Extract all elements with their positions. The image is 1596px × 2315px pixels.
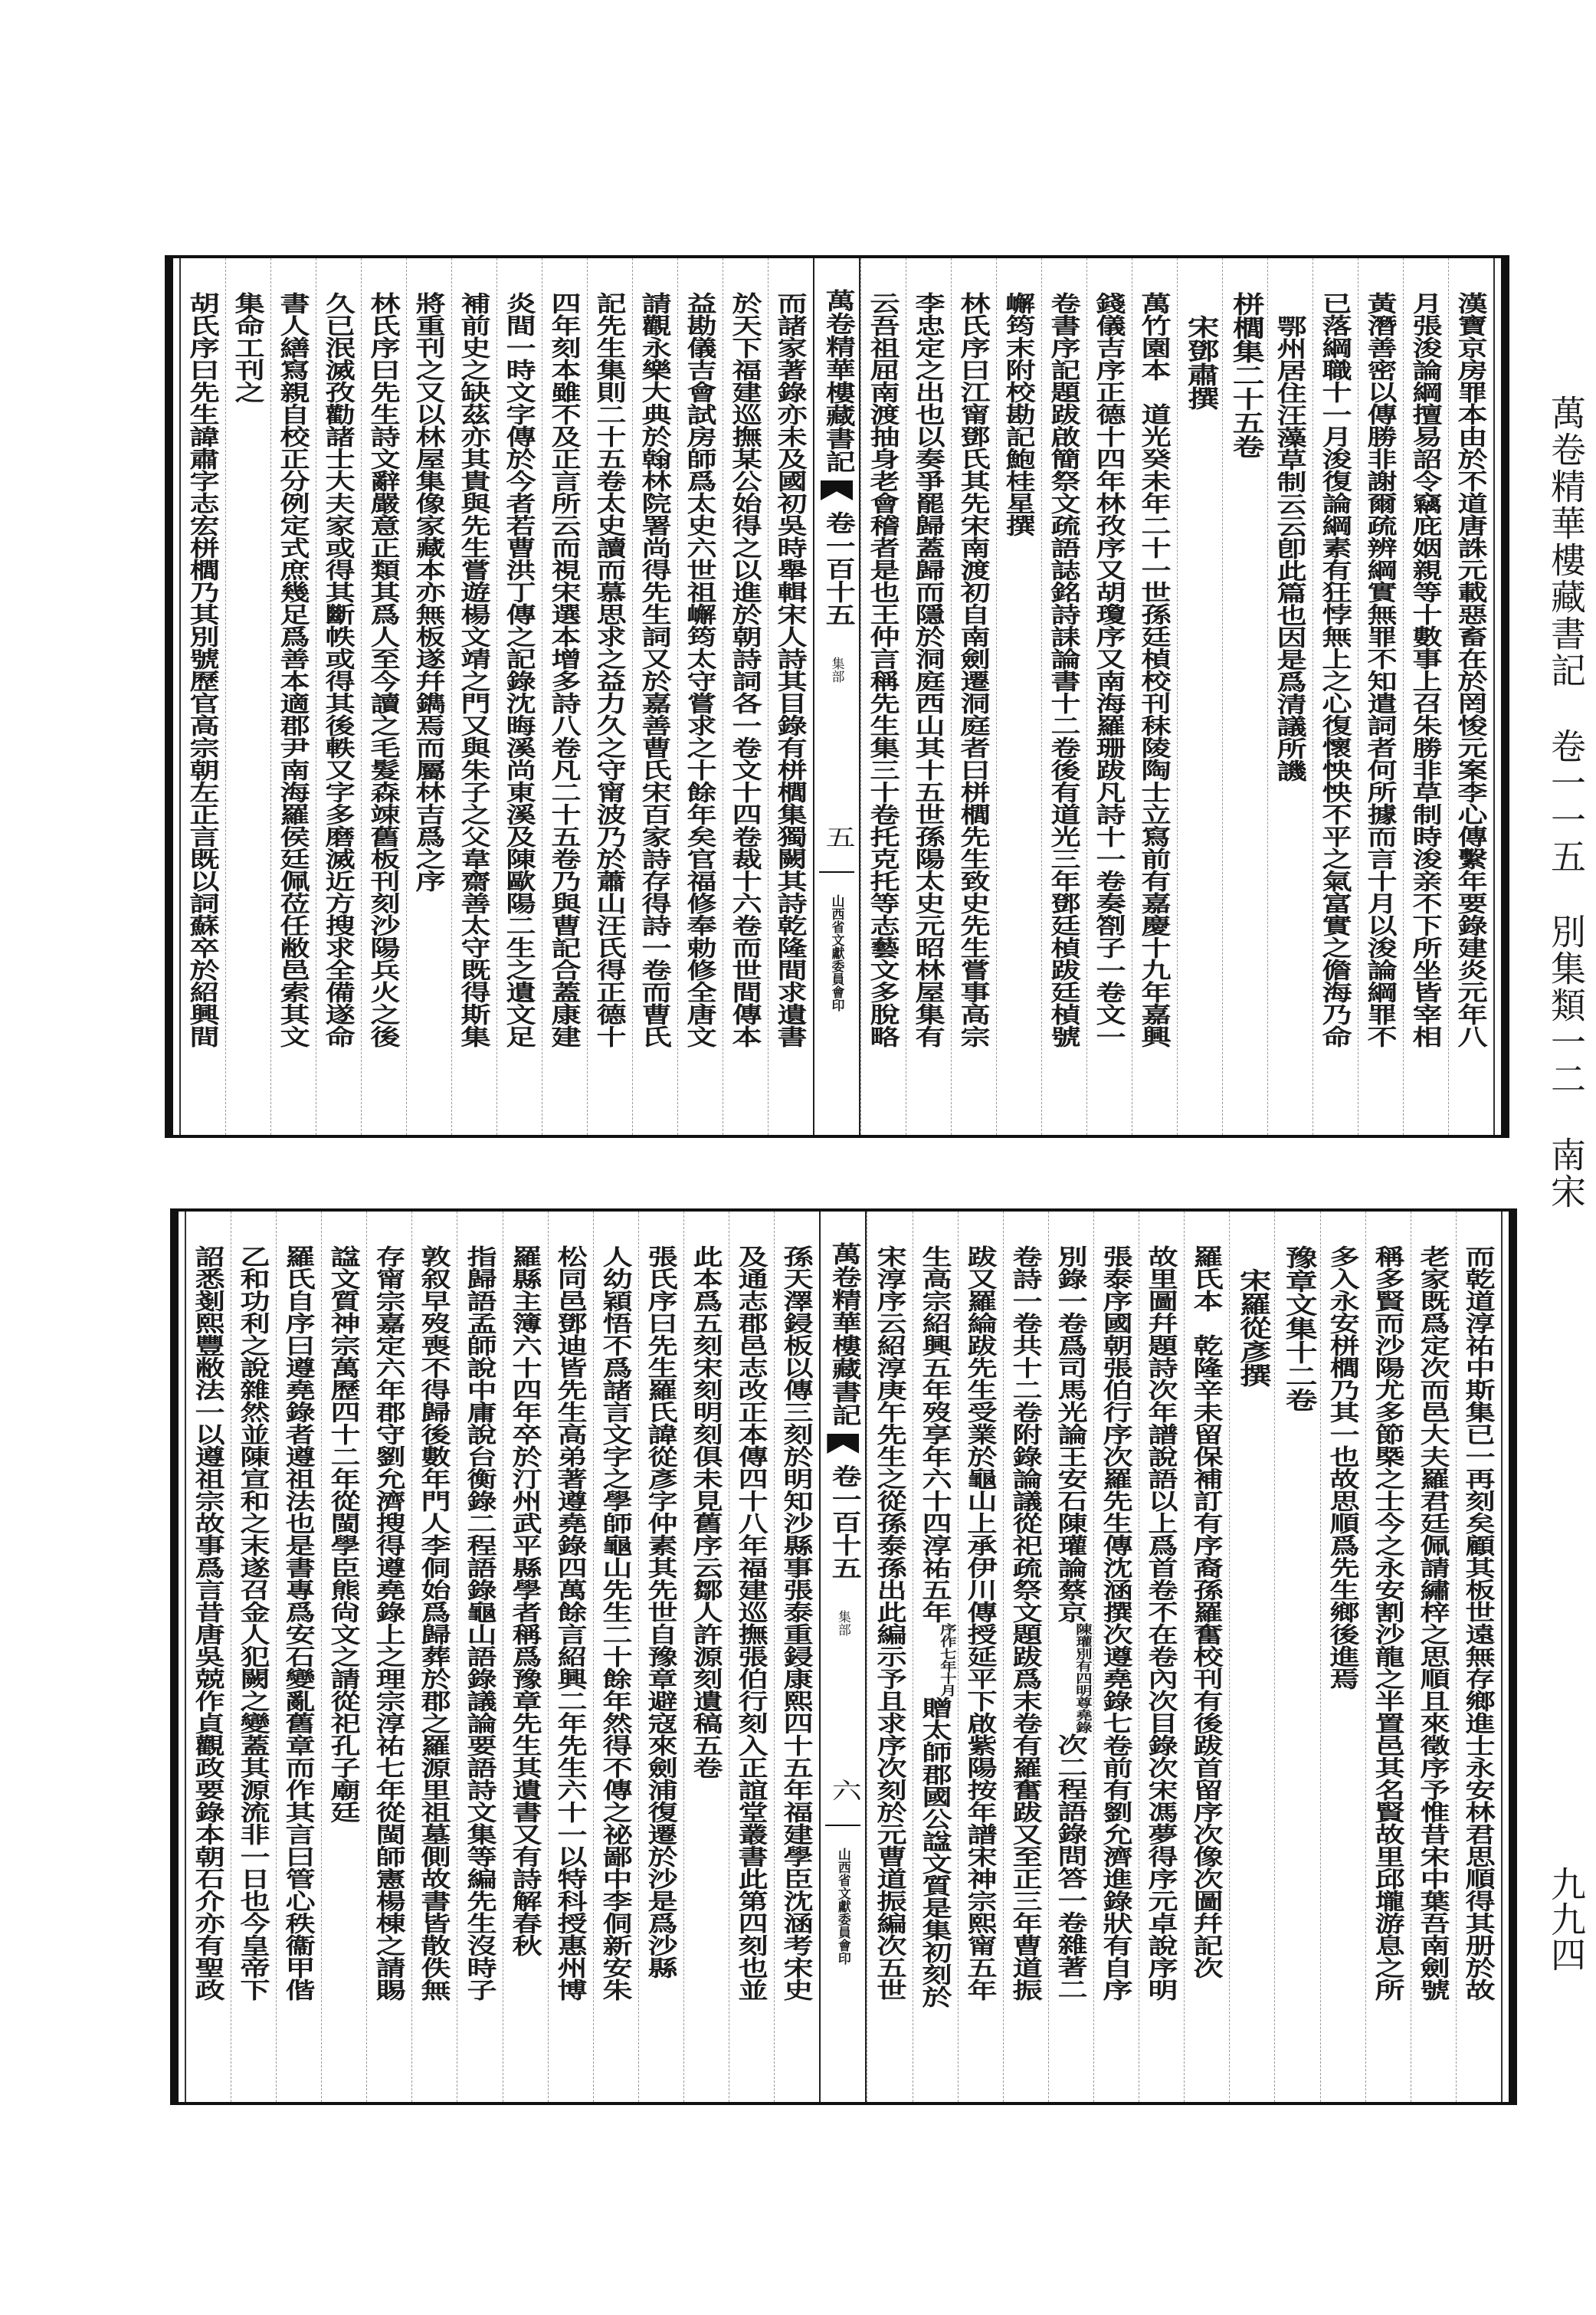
column-text	[725, 292, 766, 1048]
text-run: 別錄一卷爲司馬光論王安石陳瓘論蔡京	[1054, 1245, 1089, 1623]
text-column	[548, 1212, 593, 2102]
fold-book-title: 萬卷精華樓藏書記	[819, 289, 855, 473]
running-head	[1546, 395, 1586, 1236]
text-run: 指歸語孟師說中庸說台衡錄二程語錄龜山語錄議論要語詩文集等編先生沒時子	[462, 1245, 498, 2001]
text-column	[1456, 1212, 1501, 2102]
text-run: 卷書序記題跋啟簡祭文疏語誌銘詩誄論書十二卷後有道光三年鄧廷楨跋廷楨號	[1047, 292, 1082, 1048]
text-run: 鄂州居住汪藻草制云云卽此篇也因是爲清議所譏	[1273, 315, 1308, 782]
text-run: 宋羅從彥撰	[1234, 1268, 1271, 1387]
text-column	[729, 1212, 774, 2102]
text-column	[774, 1212, 819, 2102]
text-run: 胡氏序曰先生諱肅字志宏栟櫚乃其別號歷官高宗朝左正言既以詞蘇卒於紹興間	[185, 292, 221, 1048]
column-text	[595, 1245, 637, 2001]
text-column	[1313, 258, 1358, 1135]
text-run: 將重刊之又以林屋集像家藏本亦無板遂幷鐫焉而屬林吉爲之序	[411, 292, 447, 892]
text-column	[231, 1212, 276, 2102]
text-run: 久已泯滅孜勸諸士大夫家或得其斷帙或得其後軼又字多磨滅近方搜求全備遂命	[321, 292, 356, 1048]
text-column	[1003, 1212, 1048, 2102]
text-column	[321, 1212, 366, 2102]
column-text	[1224, 292, 1266, 458]
column-text	[1405, 292, 1447, 1048]
column-text	[408, 292, 450, 892]
text-run: 書人繕寫親自校正分例定式庶幾足爲善本適郡尹南海羅侯廷佩莅任敝邑索其文	[276, 292, 311, 1048]
column-text	[1089, 292, 1130, 1048]
column-text	[318, 292, 359, 1048]
text-column	[406, 258, 451, 1135]
column-text	[863, 292, 904, 1048]
text-column	[1139, 1212, 1184, 2102]
column-text	[1050, 1245, 1092, 2000]
text-run: 故里圖幷題詩次年譜說語以上爲首卷不在卷內次目錄次宋馮夢得序元卓說序明	[1144, 1245, 1180, 2001]
text-column	[913, 1212, 958, 2102]
fold-divider	[825, 1825, 860, 1826]
page-number: 九九四	[1545, 1866, 1587, 1972]
column-text	[454, 292, 495, 1048]
text-column	[366, 1212, 411, 2102]
text-run: 詔悉剗熙豐敝法一以遵祖宗故事爲言昔唐吳兢作貞觀政要錄本朝石介亦有聖政	[190, 1245, 226, 2001]
text-column	[1184, 1212, 1229, 2102]
column-text	[915, 1245, 956, 2008]
text-run: 生高宗紹興五年歿享年六十四淳祐五年	[917, 1245, 953, 1623]
column-text	[1368, 1245, 1409, 2001]
text-column	[1448, 258, 1493, 1135]
text-run: 已落綱職十一月浚復論綱素有狂悖無上之心復懷怏怏不平之氣富實之儋海乃命	[1318, 292, 1353, 1048]
text-column	[457, 1212, 502, 2102]
column-text	[1277, 1245, 1319, 1412]
note-line: 明尊堯錄	[1073, 1684, 1093, 1733]
text-run: 宋淳序云紹淳庚午先生之從孫泰孫出此編示予且求序次刻於元曹道振編次五世	[872, 1245, 908, 2001]
text-run: 炎間一時文字傳於今者若曹洪丁傳之記錄沈晦溪尚東溪及陳歐陽二生之遺文足	[502, 292, 537, 1048]
text-column	[677, 258, 723, 1135]
column-text	[776, 1245, 818, 2001]
text-run: 錢儀吉序正德十四年林孜序又胡瓊序又南海羅珊跋凡詩十一卷奏劄子一卷文一	[1092, 292, 1127, 1048]
text-run: 張泰序國朝張伯行序次羅先生傳沈涵撰次遵堯錄七卷前有劉允濟進錄狀有自序	[1099, 1245, 1135, 2001]
column-text	[1450, 292, 1492, 1048]
text-run: 羅氏本 乾隆辛未留保補訂有序裔孫羅奮校刊有後跋首留序次像次圖幷記次	[1189, 1245, 1225, 1979]
text-run: 孫天澤鋟板以傳三刻於明知沙縣事張泰重鋟康熙四十五年福建學臣沈涵考宋史	[779, 1245, 815, 2001]
text-column	[1222, 258, 1267, 1135]
text-column	[1411, 1212, 1456, 2102]
text-column	[867, 1212, 912, 2102]
text-run: 卷詩一卷共十二卷附錄論議從祀疏祭文題跋爲末卷有羅奮跋又至正三年曹道振	[1008, 1245, 1044, 2001]
text-column	[638, 1212, 683, 2102]
column-text	[1360, 292, 1401, 1048]
text-column	[225, 258, 270, 1135]
text-column	[276, 1212, 321, 2102]
text-column	[451, 258, 496, 1135]
column-text	[278, 1245, 320, 2001]
note-line: 年十月	[937, 1660, 957, 1697]
column-text	[731, 1245, 772, 2001]
text-run: 乙和功利之說雜然並陳宣和之末遂召金人犯闕之變蓋其源流非一日也今皇帝下	[236, 1245, 271, 2001]
column-text	[908, 292, 949, 1048]
text-run: 稱多賢而沙陽尤多節槩之士今之永安割沙龍之半置邑其名賢故里邱壠游息之所	[1370, 1245, 1406, 2001]
column-text	[550, 1245, 592, 2001]
text-column	[951, 258, 996, 1135]
column-text	[323, 1245, 365, 1823]
center-fold-column	[813, 258, 860, 1135]
text-run: 多入永安栟櫚乃其一也故思順爲先生鄉後進焉	[1325, 1245, 1361, 1690]
text-column	[503, 1212, 548, 2102]
interlinear-note	[1073, 1623, 1092, 1733]
text-column	[1132, 258, 1177, 1135]
column-text	[686, 1245, 727, 1779]
column-text	[770, 292, 811, 1048]
note-line: 陳瓘別有四	[1073, 1623, 1093, 1684]
text-run: 諡文質神宗萬歷四十二年從閩學臣熊尙文之請從祀孔子廟廷	[326, 1245, 362, 1823]
column-text	[1005, 1245, 1047, 2001]
text-run: 松同邑鄧迪皆先生高弟著遵堯錄四萬餘言紹興二年先生六十一以特科授惠州博	[552, 1245, 588, 2001]
running-head-category: 別集類一二	[1545, 913, 1587, 1098]
text-column	[496, 258, 542, 1135]
text-run: 老家既爲定次而邑大夫羅君廷佩請繡梓之思順且來徵序予惟昔宋中葉吾南劍號	[1415, 1245, 1451, 2001]
fold-divider	[819, 871, 854, 873]
bottom-text-block	[170, 1208, 1517, 2105]
text-column	[1177, 258, 1222, 1135]
text-column	[361, 258, 406, 1135]
fishtail-mark-icon	[827, 1434, 859, 1454]
text-column	[1274, 1212, 1319, 2102]
text-column	[996, 258, 1041, 1135]
column-text	[1270, 315, 1311, 782]
column-text	[960, 1245, 1001, 2001]
text-column	[860, 258, 906, 1135]
text-column	[1365, 1212, 1411, 2102]
fold-printer: 山西省文獻委員會印	[834, 1848, 850, 1965]
fold-printer: 山西省文獻委員會印	[828, 894, 844, 1012]
column-text	[870, 1245, 911, 2001]
text-column	[1320, 1212, 1365, 2102]
fold-section: 集部	[834, 1610, 850, 1636]
column-text	[1044, 292, 1085, 1048]
text-run: 此本爲五刻宋刻明刻俱未見舊序云鄒人許源刻遺稿五卷	[689, 1245, 725, 1779]
text-run: 豫章文集十二卷	[1279, 1245, 1316, 1412]
text-column	[270, 258, 316, 1135]
fold-section: 集部	[828, 657, 844, 683]
text-run: 四年刻本雖不及正言所云而視宋選本增多詩八卷凡二十五卷乃與曹記合蓋康建	[547, 292, 582, 1048]
column-text	[233, 1245, 274, 2001]
fold-book-title: 萬卷精華樓藏書記	[826, 1242, 861, 1426]
text-column	[587, 258, 632, 1135]
column-text	[505, 1245, 546, 1956]
column-text	[369, 1245, 410, 2001]
center-fold-column	[819, 1212, 867, 2102]
text-run: 黃潛善密以傳勝非謝爾疏辨綱實無罪不知遣詞者何所據而言十月以浚論綱罪不	[1363, 292, 1398, 1048]
column-text	[182, 292, 224, 1048]
text-run: 請觀永樂大典於翰林院署尚得先生詞又於嘉善曹氏宋百家詩存得詩一卷而曹氏	[637, 292, 673, 1048]
column-text	[1096, 1245, 1137, 2001]
fold-page-number: 六	[826, 1779, 861, 1802]
running-head-period: 南宋	[1545, 1136, 1587, 1210]
column-text	[998, 292, 1040, 536]
text-column	[1403, 258, 1448, 1135]
text-column	[1048, 1212, 1093, 2102]
text-column	[1267, 258, 1313, 1135]
fishtail-mark-icon	[821, 480, 853, 500]
text-run: 贈太師郡國公諡文質是集初刻於	[917, 1697, 953, 2008]
text-run: 及通志郡邑志改正本傳四十八年福建巡撫張伯行刻入正誼堂叢書此第四刻也並	[734, 1245, 770, 2001]
column-text	[414, 1245, 455, 2001]
text-column	[683, 1212, 729, 2102]
text-run: 人幼穎悟不爲諸言文字之學師龜山先生二十餘年然得不傳之祕鄙中李侗新安朱	[598, 1245, 634, 2001]
interlinear-note	[937, 1623, 955, 1697]
text-run: 張氏序曰先生羅氏諱從彥字仲素其先世自豫章避寇來劍浦復遷於沙是爲沙縣	[644, 1245, 679, 1979]
text-run: 集命工刊之	[231, 292, 266, 403]
text-run: 於天下福建巡撫某公始得之以進於朝詩詞各一卷文十四卷裁十六卷而世間傳本	[728, 292, 763, 1048]
fold-page-number: 五	[819, 825, 855, 848]
column-text	[1413, 1245, 1454, 2001]
column-text	[188, 1245, 229, 2001]
column-text	[460, 1245, 501, 2001]
running-head-juan: 卷一一五	[1545, 727, 1587, 875]
text-column	[958, 1212, 1003, 2102]
column-text	[1134, 292, 1175, 1048]
column-text	[1141, 1245, 1182, 2001]
text-run: 敦叙早歿喪不得歸後數年門人李侗始爲歸葬於郡之羅源里祖墓側故書皆散佚無	[417, 1245, 453, 2001]
text-run: 羅縣主簿六十四年卒於汀州武平縣學者稱爲豫章先生其遺書又有詩解春秋	[507, 1245, 543, 1956]
text-column	[723, 258, 768, 1135]
text-run: 存甯宗嘉定六年郡守劉允濟搜得遵堯錄上之理宗淳祐七年從閩師憲楊棟之請賜	[372, 1245, 408, 2001]
text-column	[768, 258, 813, 1135]
column-text	[680, 292, 721, 1048]
column-text	[544, 292, 585, 1048]
text-run: 嶰筠末附校勘記鮑桂星撰	[1001, 292, 1037, 536]
text-run: 跋又羅綸跋先生受業於龜山上承伊川傳授延平下啟紫陽按年譜宋神宗熙甯五年	[962, 1245, 998, 2001]
column-text	[1322, 1245, 1364, 1690]
text-run: 補前史之缺茲亦其貴與先生嘗遊楊文靖之門又與朱子之父韋齋善太守既得斯集	[457, 292, 492, 1048]
text-column	[1041, 258, 1086, 1135]
column-text	[363, 292, 405, 1048]
text-column	[186, 1212, 231, 2102]
text-column	[1229, 1212, 1274, 2102]
text-run: 林氏序曰江甯鄧氏其先宋南渡初自南劍遷洞庭者曰栟櫚先生致史先生嘗事高宗	[956, 292, 991, 1048]
column-grid	[186, 1212, 1501, 2102]
column-text	[1186, 1245, 1227, 1979]
column-text	[1458, 1245, 1499, 2001]
column-text	[589, 292, 631, 1048]
text-column	[411, 1212, 457, 2102]
column-grid	[181, 258, 1493, 1135]
column-text	[273, 292, 314, 1048]
running-head-book: 萬卷精華樓藏書記	[1545, 395, 1587, 689]
text-column	[1358, 258, 1403, 1135]
text-run: 宋鄧肅撰	[1181, 315, 1219, 410]
text-run: 益勘儀吉會試房師爲太史六世祖嶰筠太守嘗求之十餘年矣官福修奉勅修全唐文	[683, 292, 718, 1048]
text-run: 云吾祖屈南渡抽身老會稽者是也王仲言稱先生集三十卷托克托等志藝文多脫略	[866, 292, 901, 1048]
text-column	[593, 1212, 638, 2102]
fold-juan: 卷一百十五	[826, 1464, 861, 1579]
text-column	[906, 258, 951, 1135]
text-column	[632, 258, 677, 1135]
column-text	[634, 292, 676, 1048]
text-run: 次二程語錄問答一卷雜著二	[1054, 1733, 1089, 2000]
column-text	[1179, 315, 1221, 410]
note-line: 序作七	[937, 1623, 957, 1660]
text-column	[1086, 258, 1132, 1135]
text-run: 漢寶京房罪本由於不道唐誅元載惡畜在於罔悛元案李心傳繫年要錄建炎元年八	[1453, 292, 1489, 1048]
text-run: 而乾道淳祐中斯集已一再刻矣顧其板世遠無存鄉進士永安林君思順得其册於故	[1460, 1245, 1496, 2001]
text-run: 月張浚論綱擅易詔令竊庇姻親等十數事上召朱勝非草制時浚亲不下所坐皆宰相	[1408, 292, 1444, 1048]
column-text	[1231, 1268, 1273, 1387]
top-text-block	[165, 255, 1509, 1138]
fold-juan: 卷一百十五	[819, 511, 855, 626]
text-run: 栟櫚集二十五卷	[1226, 292, 1264, 458]
text-column	[181, 258, 225, 1135]
text-run: 羅氏自序曰遵堯錄者遵祖法也是書專爲安石變亂舊章而作其言曰管心秩衞甲偕	[281, 1245, 317, 2001]
column-text	[953, 292, 995, 1048]
text-run: 林氏序曰先生詩文辭嚴意正類其爲人至今讀之毛髮森竦舊板刊刻沙陽兵火之後	[366, 292, 401, 1048]
text-run: 萬竹園本 道光癸未年二十一世孫廷楨校刊秣陵陶士立寫前有嘉慶十九年嘉興	[1137, 292, 1172, 1048]
text-run: 李忠定之出也以奏爭罷歸蓋歸而隱於洞庭西山其十五世孫陽太史元昭林屋集有	[911, 292, 946, 1048]
text-run: 記先生集則二十五卷太史讀而慕思求之益力久之守甯波乃於蕭山汪氏得正德十	[592, 292, 628, 1048]
column-text	[228, 292, 269, 403]
column-text	[641, 1245, 682, 1979]
column-text	[499, 292, 540, 1048]
text-column	[1093, 1212, 1139, 2102]
text-run: 而諸家著錄亦未及國初吳時舉輯宋人詩其目錄有栟櫚集獨闕其詩乾隆間求遺書	[773, 292, 808, 1048]
text-column	[316, 258, 361, 1135]
column-text	[1315, 292, 1356, 1048]
text-column	[542, 258, 587, 1135]
